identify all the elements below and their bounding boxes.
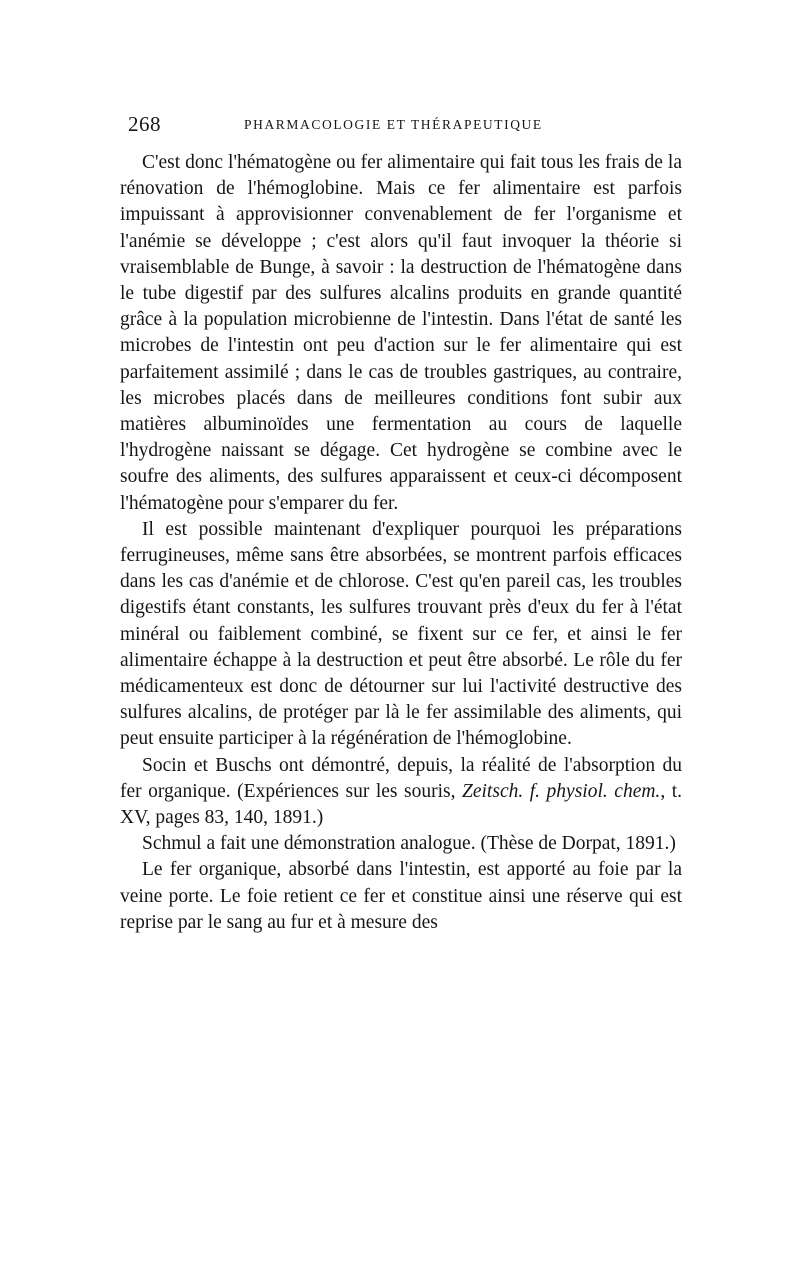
paragraph-preparations-ferrugineuses: Il est possible maintenant d'expliquer pourquoi les préparations ferrugineuses, même sans être absorbées, se montrent parfois efficaces dans les cas d'anémie et de chlorose. C'est qu'en pareil cas, les troubles digestifs étant constants, les sulfures trouvant près d'eux du fer à l'état minéral ou faiblement combiné, se fixent sur ce fer, et ainsi le fer alimentaire échappe à la destruction et peut être absorbé. Le rôle du fer médicamenteux est donc de détourner sur lui l'activité destructive des sulfures alcalins, de protéger par là le fer assimilable des aliments, qui peut ensuite participer à la régénération de l'hémoglobine. <box>120 518 682 750</box>
page-number: 268 <box>128 112 161 136</box>
paragraph-socin-buschs <box>120 753 682 832</box>
document-page <box>120 112 682 936</box>
paragraph-fer-organique: Le fer organique, absorbé dans l'intestin, est apporté au foie par la veine porte. Le foie retient ce fer et constitue ainsi une réserve qui est reprise par le sang au fur et à mesure des <box>120 859 682 933</box>
running-header <box>120 112 682 142</box>
citation-text-after: , t. XV, pages 83, 140, 1891.) <box>120 780 683 829</box>
citation-text-before: Socin et Buschs ont démontré, depuis, la réalité de l'absorption du fer organique. (Expériences sur les souris, <box>120 754 682 802</box>
paragraph-schmul: Schmul a fait une démonstration analogue. (Thèse de Dorpat, 1891.) <box>142 833 676 855</box>
running-title: PHARMACOLOGIE ET THÉRAPEUTIQUE <box>244 117 543 132</box>
paragraph-hematogene: C'est donc l'hématogène ou fer alimentaire qui fait tous les frais de la rénovation de l'hémoglobine. Mais ce fer alimentaire est parfois impuissant à approvisionner convenablement de fer l'organisme et l'anémie se développe ; c'est alors qu'il faut invoquer la théorie si vraisemblable de Bunge, à savoir : la destruction de l'hématogène dans le tube digestif par des sulfures alcalins produits en grande quantité grâce à la population microbienne de l'intestin. Dans l'état de santé les microbes de l'intestin ont peu d'action sur le fer alimentaire qui est parfaitement assimilé ; dans le cas de troubles gastriques, au contraire, les microbes placés dans de meilleures conditions font subir aux matières albuminoïdes une fermentation au cours de laquelle l'hydrogène naissant se dégage. Cet hydrogène se combine avec le soufre des aliments, des sulfures apparaissent et ceux-ci décomposent l'hématogène pour s'emparer du fer. <box>120 152 682 514</box>
journal-title-italic: Zeitsch. f. physiol. chem. <box>462 780 661 802</box>
